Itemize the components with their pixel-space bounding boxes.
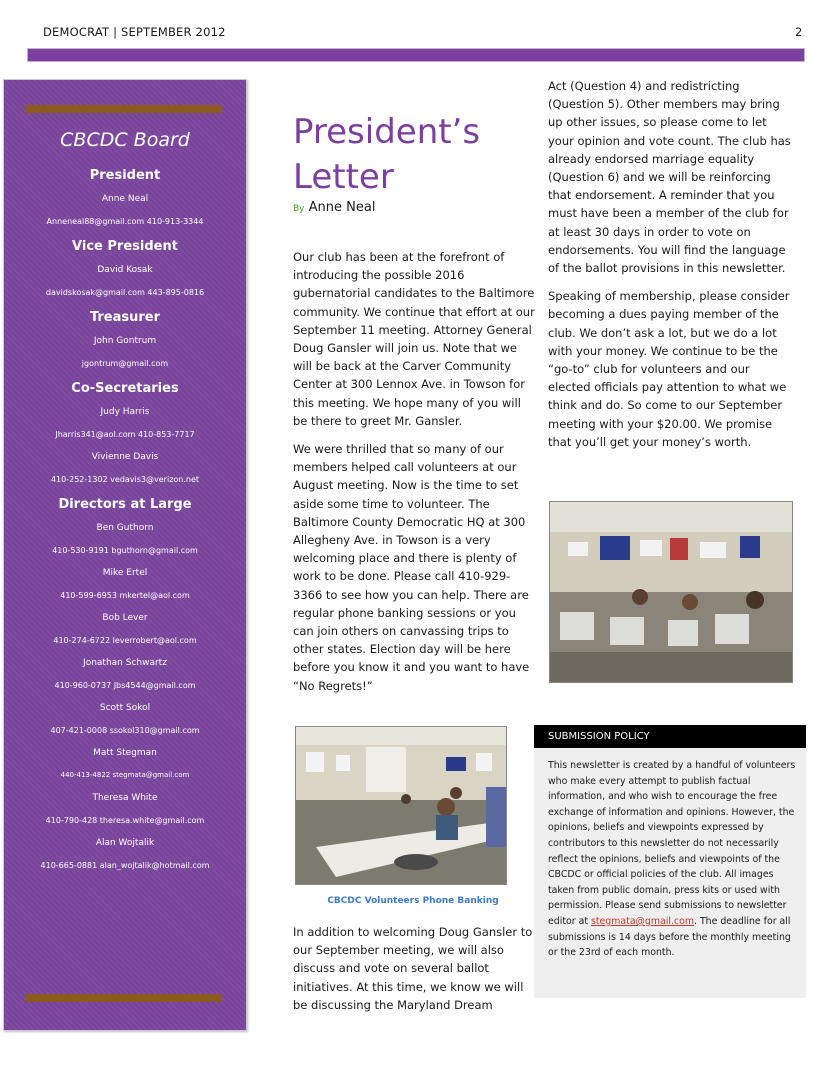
member-name: Alan Wojtalik (95, 838, 155, 848)
member-name: David Kosak (97, 265, 153, 275)
member-contact: davidskosak@gmail.com 443-895-0816 (45, 288, 205, 297)
member-name: Ben Guthorn (96, 523, 154, 533)
article-column-1 (293, 248, 535, 705)
policy-text-part: This newsletter is created by a handful of volunteers who make every attempt to publish factual information, and who wish to encourage the free exchange of information and opinions. However, the opinions, beliefs and viewpoints expressed by contributors to this newsletter do not necessarily reflect the opinions, beliefs and viewpoints of the CBCDC or official policies of the club. All images taken from public domain, press kits or used with permission. Please send submissions to newsletter editor at (548, 760, 796, 927)
title-line: Letter (293, 157, 394, 197)
author-name: Anne Neal (308, 200, 376, 215)
article-paragraph: In addition to welcoming Doug Gansler to our September meeting, we will also discuss and vote on several ballot initiatives. At this time, we know we will be discussing the Maryland Dream (293, 925, 533, 1012)
role-heading: Treasurer (89, 310, 161, 325)
member-contact: jgontrum@gmail.com (81, 359, 169, 368)
member-contact: 410-252-1302 vedavis3@verizon.net (50, 475, 200, 484)
member-contact: 410-599-6953 mkertel@aol.com (60, 591, 190, 600)
board-list (4, 162, 246, 877)
member-name: Anne Neal (101, 194, 149, 204)
policy-text-part: . The deadline for all submissions is 14 days before the monthly meeting or the 23rd of each month. (548, 915, 791, 959)
member-contact: 410-274-6722 leverrobert@aol.com (53, 636, 197, 645)
article-paragraph: We were thrilled that so many of our members helped call volunteers at our August meeting. Now is the time to set aside some time to volunteer. The Baltimore County Democratic HQ at 300 Allegheny Ave. in Towson is a very welcoming place and there is plenty of work to be done. Please call 410-929-3366 to see how you can help. There are regular phone banking sessions or you can join others on canvassing trips to other states. Election day will be here before you know it and you want to have “No Regrets!” (293, 442, 530, 693)
member-name: Judy Harris (100, 407, 150, 417)
volunteers-photo (295, 726, 507, 885)
member-contact: Jharris341@aol.com 410-853-7717 (55, 430, 195, 439)
member-name: Theresa White (92, 793, 158, 803)
sidebar-title: CBCDC Board (60, 129, 190, 151)
member-contact: 410-790-428 theresa.white@gmail.com (45, 816, 205, 825)
role-heading: Directors at Large (58, 497, 192, 512)
article-column-2 (548, 77, 791, 461)
member-contact: 410-530-9191 bguthorn@gmail.com (52, 546, 198, 555)
member-contact: 410-665-0881 alan_wojtalik@hotmail.com (40, 861, 210, 870)
newsletter-header-title: DEMOCRAT | SEPTEMBER 2012 (43, 25, 226, 39)
page-number: 2 (795, 25, 803, 39)
member-name: Mike Ertel (102, 568, 148, 578)
editor-email-link[interactable]: stegmata@gmail.com (590, 915, 694, 927)
member-contact: 407-421-0008 ssokol310@gmail.com (50, 726, 200, 735)
photo-caption: CBCDC Volunteers Phone Banking (327, 896, 499, 906)
role-heading: President (89, 168, 161, 183)
photo-illustration (296, 727, 506, 884)
byline (293, 200, 375, 215)
sidebar-bottom-rule (26, 994, 222, 1002)
phone-bank-photo (549, 501, 793, 683)
member-name: Vivienne Davis (91, 452, 159, 462)
member-contact: 410-960-0737 Jbs4544@gmail.com (54, 681, 196, 690)
article-column-1-continued (293, 923, 535, 1024)
member-contact: Anneneal88@gmail.com 410-913-3344 (46, 217, 204, 226)
article-title (293, 110, 480, 200)
member-name: Matt Stegman (93, 748, 157, 758)
member-name: John Gontrum (93, 336, 157, 346)
title-line: President’s (293, 112, 481, 152)
photo-illustration (550, 502, 792, 682)
article-paragraph: Speaking of membership, please consider becoming a dues paying member of the club. We don’t ask a lot, but we do a lot with your money. We continue to be the “go-to” club for volunteers and our elected officials pay attention to what we think and do. So come to our September meeting with your $20.00. We promise that you’ll get your money’s worth. (548, 289, 790, 449)
submission-policy-heading: SUBMISSION POLICY (534, 725, 806, 748)
board-sidebar (3, 79, 247, 1031)
member-name: Scott Sokol (99, 703, 151, 713)
member-name: Jonathan Schwartz (83, 658, 167, 668)
sidebar-top-rule (26, 105, 222, 113)
submission-policy-text (548, 758, 796, 961)
member-name: Bob Lever (102, 613, 148, 623)
member-contact: 440-413-4822 stegmata@gmail.com (60, 771, 190, 779)
header-bar (27, 48, 805, 62)
byline-prefix: By (293, 204, 305, 214)
role-heading: Vice President (72, 239, 178, 254)
article-paragraph: Our club has been at the forefront of introducing the possible 2016 gubernatorial candidates to the Baltimore community. We continue that effort at our September 11 meeting. Attorney General Doug Gansler will join us. Note that we will be back at the Carver Community Center at 300 Lennox Ave. in Towson for this meeting. We hope many of you will be there to greet Mr. Gansler. (293, 250, 535, 428)
role-heading: Co-Secretaries (71, 381, 179, 396)
article-paragraph: Act (Question 4) and redistricting (Question 5). Other members may bring up other issues, so please come to let your opinion and vote count. The club has already endorsed marriage equality (Question 6) and we will be reinforcing that endorsement. A reminder that you must have been a member of the club for at least 30 days in order to vote on endorsements. You will find the language of the ballot provisions in this newsletter. (548, 79, 791, 276)
